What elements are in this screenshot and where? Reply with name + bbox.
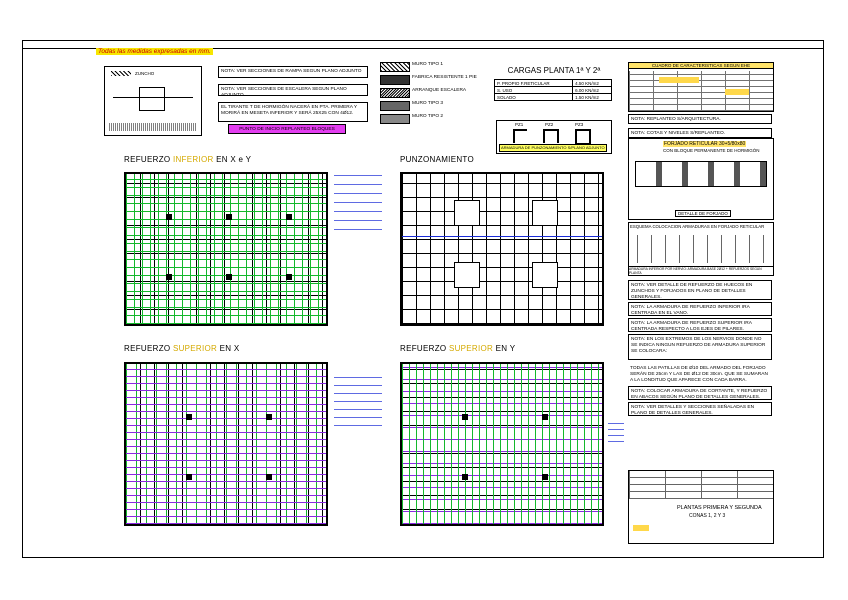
carga-row [495, 80, 612, 87]
annotation-marks-2 [334, 376, 382, 426]
plan-punzonamiento [400, 172, 604, 326]
armadura-punz-note: ARMADURA DE PUNZONAMIENTO S/PLANO ADJUNTO [501, 145, 605, 150]
forjado-subtitle: CON BLOQUE PERMANENTE DE HORMIGÓN [663, 148, 760, 153]
punz-zone [454, 262, 480, 288]
replanteo-note: NOTA: REPLANTEO S/ARQUITECTURA. [628, 114, 772, 124]
note-rampa: NOTA: VER SECCIONES DE RAMPA SEGUN PLANO ADJUNTO [218, 66, 368, 78]
plan-title-post: EN Y [493, 344, 516, 353]
zuncho-line [113, 97, 193, 98]
plan-refuerzo-superior-x [124, 362, 328, 526]
carga-row [495, 94, 612, 101]
plan-title-post: EN X e Y [213, 155, 252, 164]
plan-refuerzo-superior-y [400, 362, 604, 526]
muro-swatch-5 [380, 114, 410, 124]
cargas-table [494, 66, 614, 101]
plan-title-inferior [124, 155, 251, 164]
zuncho-detail [104, 66, 202, 136]
caracteristicas-hl [659, 77, 699, 83]
long-note-4: NOTA: EN LOS EXTREMOS DE LOS NERVIOS DONDE NO SE INDICA NINGUN REFUERZO DE ARMADURA SUPERIOR SE COLOCARA: [628, 334, 772, 360]
pz2-icon [543, 129, 559, 143]
muro-swatch-4 [380, 101, 410, 111]
plan-title-hl: INFERIOR [172, 155, 214, 164]
pz1-label: PZ1 [515, 122, 524, 127]
carga-value: 1.50 KN/m2 [573, 94, 612, 101]
cargas-title: CARGAS PLANTA 1ª Y 2ª [507, 66, 601, 75]
plan-column [462, 474, 468, 480]
carga-name: SOLADO [495, 94, 573, 101]
plan-title-pre: PUNZONAMIENTO [400, 155, 474, 164]
carga-row [495, 87, 612, 94]
carga-value: 4.50 KN/m2 [573, 80, 612, 87]
long-note-2: NOTA: LA ARMADURA DE REFUERZO INFERIOR IRA CENTRADA EN EL VANO. [628, 302, 772, 316]
caracteristicas-hl-2 [725, 89, 749, 95]
zuncho-label: ZUNCHO [135, 71, 155, 76]
long-note-6: NOTA: COLOCAR ARMADURA DE CORTANTE, Y REFUERZO EN ABACOS SEGÚN PLANO DE DETALLES GENERALES. [628, 386, 772, 400]
plan-title-pre: REFUERZO [124, 155, 173, 164]
caracteristicas-grid [629, 71, 773, 111]
muro-swatch-2 [380, 75, 410, 85]
note-escalera: NOTA: VER SECCIONES DE ESCALERA SEGUN PLANO ADJUNTO [218, 84, 368, 96]
plan-title-hl: SUPERIOR [172, 344, 218, 353]
punz-zone [532, 200, 558, 226]
plan-column [266, 474, 272, 480]
plan-title-pre: REFUERZO [400, 344, 449, 353]
annotation-marks-3 [608, 420, 624, 442]
plan-column [226, 274, 232, 280]
zuncho-section [139, 87, 165, 111]
title-block [628, 470, 774, 544]
plan-column [226, 214, 232, 220]
muro-swatch-1 [380, 62, 410, 72]
zuncho-hatch [111, 71, 131, 76]
plan-refuerzo-inferior [124, 172, 328, 326]
plan-title-superior-x [124, 344, 240, 353]
plan-column [186, 474, 192, 480]
muro-label-5: MURO TIPO 2 [412, 114, 444, 119]
plan-title-punzonamiento [400, 155, 474, 164]
plan-column [542, 414, 548, 420]
plan-column [266, 414, 272, 420]
forjado-section [635, 161, 767, 187]
plan-column [166, 274, 172, 280]
long-note-7: NOTA: VER DETALLES Y SECCIONES SEÑALADAS EN PLANO DE DETALLES GENERALES. [628, 402, 772, 416]
forjado-detail-label: DETALLE DE FORJADO [675, 210, 731, 217]
punz-zone [454, 200, 480, 226]
pz1-icon [513, 129, 527, 143]
plan-column [542, 474, 548, 480]
plano-title: PLANTAS PRIMERA Y SEGUNDA [677, 505, 762, 511]
punz-zone [532, 262, 558, 288]
punz-blue-line [402, 236, 602, 237]
title-block-grid [629, 471, 773, 499]
muro-label-1: MURO TIPO 1 [412, 62, 444, 67]
plan-column [186, 414, 192, 420]
plan-title-pre: REFUERZO [124, 344, 173, 353]
plan-title-superior-y [400, 344, 515, 353]
punzonamiento-detail [496, 120, 612, 154]
long-note-1: NOTA: VER DETALLE DE REFUERZO DE HUECOS EN ZUNCHOS Y FORJADOS EN PLANO DE DETALLES GENERALES. [628, 280, 772, 300]
plan-column [286, 214, 292, 220]
note-tirante: EL TIRANTE T DE HORMIGÓN NACERÁ EN PTA. PRIMERA Y MORIRÁ EN MESETA INFERIOR Y SERÁ 25X25 CON 4Ø12. [218, 102, 368, 122]
plan-column [166, 214, 172, 220]
carga-name: P. PROPIO F.RETICULAR [495, 80, 573, 87]
note-punto-replanteo: PUNTO DE INICIO REPLANTEO BLOQUES [228, 124, 346, 134]
carga-value: 6.00 KN/m2 [573, 87, 612, 94]
pz3-icon [575, 129, 591, 145]
muro-swatch-3 [380, 88, 410, 98]
muro-label-3: ARRANQUE ESCALERA [412, 88, 467, 93]
forjado-title: FORJADO RETICULAR 30+5/80x80 [664, 141, 746, 147]
zuncho-caption [109, 123, 197, 131]
muro-label-4: MURO TIPO 3 [412, 101, 444, 106]
armadura-inferior-note: ARMADURA INFERIOR POR NERVIO: ARMADURA BASE 2Ø12 + REFUERZOS SEGUN PLANTA [629, 266, 773, 275]
header-note: Todas las medidas expresadas en mm. [98, 48, 211, 55]
esquema-armaduras [628, 222, 774, 276]
annotation-marks-1 [334, 170, 382, 230]
plan-column [462, 414, 468, 420]
pz2-label: PZ2 [545, 122, 554, 127]
carga-name: S. USO [495, 87, 573, 94]
plan-title-hl: SUPERIOR [448, 344, 494, 353]
esquema-title: ESQUEMA COLOCACION ARMADURAS EN FORJADO RETICULAR [630, 224, 765, 229]
plan-column [286, 274, 292, 280]
cotas-note: NOTA: COTAS Y NIVELES S/REPLANTEO. [628, 128, 772, 138]
long-note-5: TODAS LAS PATILLAS DE Ø10 DEL ARMADO DEL FORJADO SERÁN DE 25cm Y LAS DE Ø12 DE 30cm. QUE SE SUMARAN A LA LONDITUD QUE APARECE CON CADA BARRA. [628, 364, 772, 384]
pz3-label: PZ3 [575, 122, 584, 127]
plan-title-post: EN X [217, 344, 240, 353]
title-block-logo [633, 525, 649, 531]
long-note-3: NOTA: LA ARMADURA DE REFUERZO SUPERIOR IRA CENTRADA RESPECTO A LOS EJES DE PILARES. [628, 318, 772, 332]
caracteristicas-title: CUADRO DE CARACTERISTICAS SEGUN EHE [629, 63, 773, 69]
esquema-drawing [637, 235, 765, 263]
plano-sub: CONAS 1, 2 Y 3 [689, 513, 726, 519]
muros-legend [380, 62, 486, 128]
caracteristicas-table [628, 62, 774, 112]
muro-label-2: FABRICA RESISTENTE 1 PIE [412, 75, 477, 80]
forjado-detail [628, 138, 774, 220]
